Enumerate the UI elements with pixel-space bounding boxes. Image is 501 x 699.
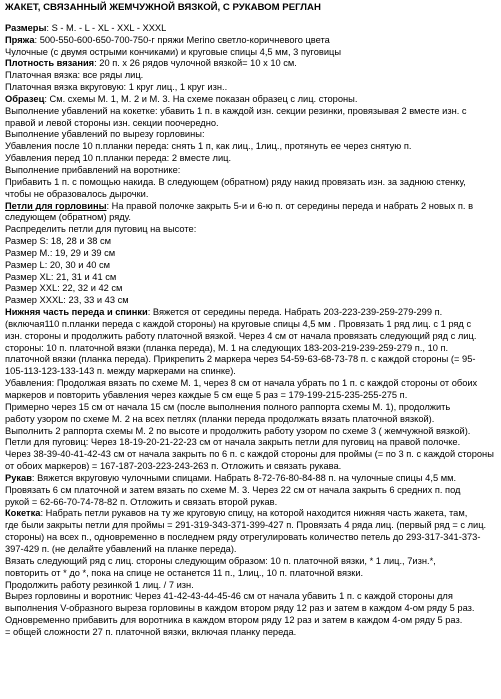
document-body xyxy=(5,23,497,639)
line-text: Выполнение убавлений по вырезу горловины: xyxy=(5,129,205,140)
line-text: Через 38-39-40-41-42-43 см от начала закрыть по 6 п. с каждой стороны для проймы (= по 3 п. с каждой стороны xyxy=(5,449,494,460)
text-line xyxy=(5,556,497,568)
text-line xyxy=(5,485,497,497)
text-line xyxy=(5,248,497,260)
line-text: : Вяжется от середины переда. Набрать 203-223-239-259-279-299 п. xyxy=(147,307,443,318)
line-text: Платочная вязка: все ряды лиц. xyxy=(5,70,144,81)
text-line xyxy=(5,580,497,592)
section-label: Пряжа xyxy=(5,34,35,45)
text-line xyxy=(5,35,497,47)
text-line xyxy=(5,47,497,59)
line-text: Размер М.: 19, 29 и 39 см xyxy=(5,247,116,258)
text-line xyxy=(5,212,497,224)
text-line xyxy=(5,283,497,295)
text-line xyxy=(5,437,497,449)
line-text: Размер S: 18, 28 и 38 см xyxy=(5,236,112,247)
section-label: Образец xyxy=(5,93,45,104)
line-text: : 500-550-600-650-700-750-г пряжи Merino светло-коричневого цвета xyxy=(34,34,330,45)
line-text: маркеров и повторить убавления через каждые 5 см еще 5 раз = 179-199-215-235-255-275 п. xyxy=(5,390,408,400)
text-line xyxy=(5,508,497,520)
text-line xyxy=(5,201,497,213)
line-text: Размер L: 20, 30 и 40 см xyxy=(5,259,111,270)
line-text: Распределить петли для пуговиц на высоте: xyxy=(5,224,197,235)
line-text: Выполнить 2 раппорта схемы М. 2 по высоте и продолжить работу узором по схеме 3 ( жемчужной вязкой). xyxy=(5,425,471,436)
text-line xyxy=(5,165,497,177)
line-text: Одновременно прибавить для воротника в каждом втором ряду 12 раз и затем в каждом 4-ом ряду 5 раз. xyxy=(5,615,463,626)
line-text: стороны: 10 п. платочной вязки (планка переда), М. 1 на следующих 183-203-219-239-259-279 п., 10 п. xyxy=(5,342,449,353)
line-text: : На правой полочке закрыть 5-и и 6-ю п. от середины переда и набрать 2 новых п. в xyxy=(106,200,474,211)
line-text: Платочная вязка вкруговую: 1 круг лиц., 1 круг изн.. xyxy=(5,82,228,93)
line-text: Вырез горловины и воротник: Через 41-42-43-44-45-46 см от начала убавить 1 п. с каждой стороны для xyxy=(5,591,453,602)
line-text: Размер XXXL: 23, 33 и 43 см xyxy=(5,295,129,306)
line-text: : S - M. - L - XL - XXL - XXXL xyxy=(46,22,167,33)
text-line xyxy=(5,426,497,438)
line-text: изн. стороны и продолжить работу платочной вязкой. Через 4 см от начала провязать следующий ряд с лиц. xyxy=(5,330,477,341)
line-text: Чулочные (с двумя острыми кончиками) и круговые спицы 4,5 мм, 3 пуговицы xyxy=(5,46,342,57)
line-text: Выполнение убавлений на кокетке: убавить 1 п. в каждой изн. секции резинки, провязывая 2 вместе изн. с xyxy=(5,105,467,116)
text-line xyxy=(5,520,497,532)
section-label: Нижняя часть переда и спинки xyxy=(5,307,148,318)
text-line xyxy=(5,177,497,189)
line-text: (включая110 п.планки переда с каждой стороны) на круговые спицы 4,5 мм . Провязать 1 ряд лиц. с 1 ряд с xyxy=(5,318,472,329)
text-line xyxy=(5,272,497,284)
text-line xyxy=(5,224,497,236)
section-label: Петли для горловины xyxy=(5,200,107,211)
line-text: Убавления после 10 п.планки переда: снять 1 п, как лиц., 1лиц., протянуть ее через снятую п. xyxy=(5,141,412,152)
text-line xyxy=(5,414,497,426)
text-line xyxy=(5,118,497,130)
text-line xyxy=(5,390,497,402)
line-text: где были закрыты петли для проймы = 291-319-343-371-399-427 п. Провязать 4 ряда лиц. (первый ряд = с лиц. xyxy=(5,520,487,531)
text-line xyxy=(5,615,497,627)
line-text: чтобы не образовалось дырочки. xyxy=(5,188,149,199)
line-text: платочной вязки (планка переда). Прикрепить 2 маркера через 54-59-63-68-73-78 п. с каждой стороны (= 95- xyxy=(5,354,476,365)
line-text: работу узором по схеме М. 2 на всех петлях (планки переда продолжать вязать платочной вязкой). xyxy=(5,413,435,424)
text-line xyxy=(5,378,497,390)
text-line xyxy=(5,141,497,153)
line-text: от обоих маркеров) = 167-187-203-223-243-263 п. Отложить и связать рукава. xyxy=(5,461,342,472)
line-text: правой и левой стороны изн. секции поочередно. xyxy=(5,117,219,128)
text-line xyxy=(5,627,497,639)
text-line xyxy=(5,544,497,556)
text-line xyxy=(5,307,497,319)
section-label: Кокетка xyxy=(5,508,41,519)
line-text: Размер XXL: 22, 32 и 42 см xyxy=(5,283,123,294)
line-text: рукой = 62-66-70-74-78-82 п. Отложить и связать второй рукав. xyxy=(5,496,278,507)
text-line xyxy=(5,402,497,414)
line-text: : Набрать петли рукавов на ту же круговую спицу, на которой находится нижняя часть жакета, там, xyxy=(40,508,468,519)
text-line xyxy=(5,295,497,307)
line-text: Убавления: Продолжая вязать по схеме М. 1, через 8 см от начала убрать по 1 п. с каждой стороны от обоих xyxy=(5,378,478,389)
text-line xyxy=(5,473,497,485)
line-text: Петли для пуговиц: Через 18-19-20-21-22-23 см от начала закрыть петли для пуговиц на правой полочке. xyxy=(5,437,461,448)
line-text: Выполнение прибавлений на воротнике: xyxy=(5,164,181,175)
text-line xyxy=(5,603,497,615)
text-line xyxy=(5,129,497,141)
text-line xyxy=(5,58,497,70)
line-text: = общей сложности 27 п. платочной вязки, включая планку переда. xyxy=(5,626,297,637)
text-line xyxy=(5,354,497,366)
text-line xyxy=(5,568,497,580)
section-label: Плотность вязания xyxy=(5,58,95,69)
line-text: стороны) на всех п., одновременно в последнем ряду отрегулировать количество петель до 293-317-341-373- xyxy=(5,532,481,543)
line-text: Примерно через 15 см от начала 15 см (после выполнения полного раппорта схемы М. 1), продолжить xyxy=(5,401,451,412)
text-line xyxy=(5,82,497,94)
text-line xyxy=(5,591,497,603)
text-line xyxy=(5,366,497,378)
text-line xyxy=(5,189,497,201)
text-line xyxy=(5,23,497,35)
text-line xyxy=(5,260,497,272)
line-text: : Вяжется вкруговую чулочными спицами. Набрать 8-72-76-80-84-88 п. на чулочные спицы 4,5 мм. xyxy=(31,472,457,483)
text-line xyxy=(5,449,497,461)
line-text: Вязать следующий ряд с лиц. стороны следующим образом: 10 п. платочной вязки, * 1 лиц., 7изн.*, xyxy=(5,555,436,566)
line-text: Провязать 6 см платочной и затем вязать по схеме М. 3. Через 22 см от начала закрыть 6 средних п. под xyxy=(5,484,461,495)
text-line xyxy=(5,70,497,82)
text-line xyxy=(5,236,497,248)
text-line xyxy=(5,319,497,331)
text-line xyxy=(5,343,497,355)
text-line xyxy=(5,94,497,106)
line-text: Продолжить работу резинкой 1 лиц. / 7 изн. xyxy=(5,579,194,590)
document-title: ЖАКЕТ, СВЯЗАННЫЙ ЖЕМЧУЖНОЙ ВЯЗКОЙ, С РУКАВОМ РЕГЛАН xyxy=(5,2,321,13)
section-label: Рукав xyxy=(5,472,32,483)
text-line xyxy=(5,106,497,118)
line-text: повторить от * до *, пока на спице не останется 11 п., 1лиц., 10 п. платочной вязки. xyxy=(5,567,364,578)
line-text: : См. схемы М. 1, М. 2 и М. 3. На схеме показан образец с лиц. стороны. xyxy=(44,93,358,104)
line-text: : 20 п. х 26 рядов чулочной вязкой= 10 х 10 см. xyxy=(94,58,297,69)
text-line xyxy=(5,153,497,165)
line-text: выполнения V-образного выреза горловины в каждом втором ряду 12 раз и затем в каждом 4-ом ряду 5 раз. xyxy=(5,603,475,614)
text-line xyxy=(5,532,497,544)
text-line xyxy=(5,461,497,473)
line-text: Убавления перед 10 п.планки переда: 2 вместе лиц. xyxy=(5,153,232,164)
line-text: Прибавить 1 п. с помощью накида. В следующем (обратном) ряду накид провязать изн. за заднюю стенку, xyxy=(5,176,466,187)
section-label: Размеры xyxy=(5,22,47,33)
line-text: Размер XL: 21, 31 и 41 см xyxy=(5,271,117,282)
line-text: следующем (обратном) ряду. xyxy=(5,212,131,223)
line-text: 105-113-123-133-143 п. между маркерами на спинке). xyxy=(5,366,236,377)
line-text: 397-429 п. (не делайте убавлений на планке переда). xyxy=(5,543,237,554)
text-line xyxy=(5,331,497,343)
text-line xyxy=(5,497,497,509)
